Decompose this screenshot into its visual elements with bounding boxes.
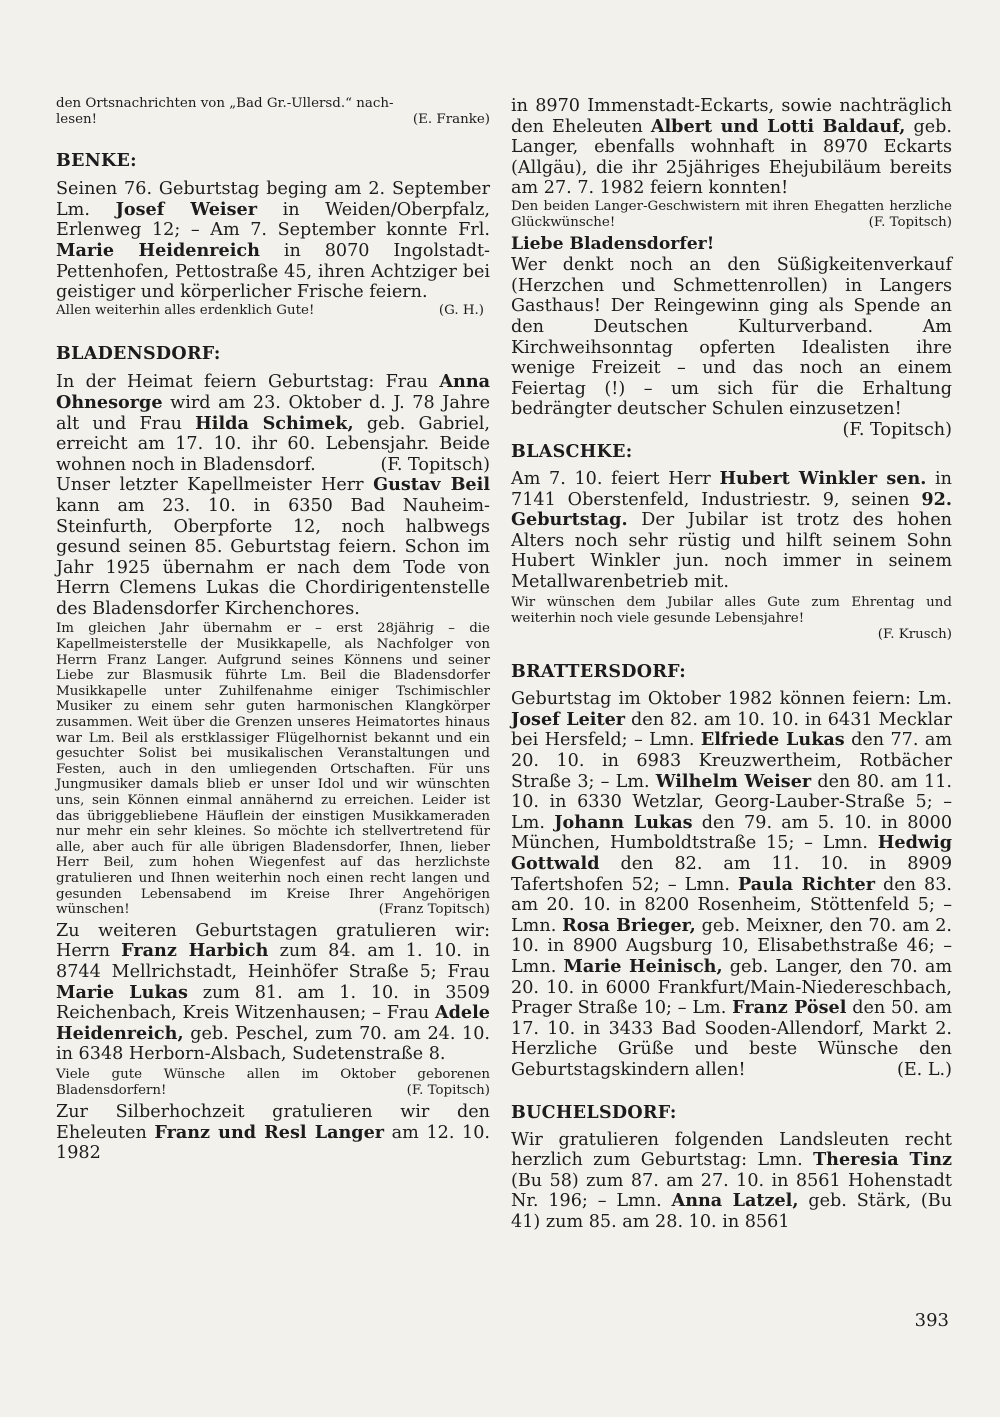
text-run: Unser letzter Kapellmeister Herr — [56, 475, 364, 496]
signature: (F. Topitsch) — [842, 419, 952, 440]
text-run: den 79. am 5. 10. in 8000 München, Humboldtstraße 15; – Lmn. — [511, 812, 953, 854]
text-run: in 7141 Oberstenfeld, Industriestr. 9, seinen — [511, 468, 953, 510]
name-bold: Albert und Lotti Baldauf, — [650, 115, 906, 137]
text-run: Geburtstag im Oktober 1982 können feiern: Lm. — [511, 689, 952, 710]
name-bold: Josef Weiser — [115, 198, 257, 220]
text-run: Im gleichen Jahr übernahm er – erst 28jährig – die Kapellmeisterstelle der Musikkapelle, als Nachfolger von Herrn Franz Langer. Aufgrund seines Könnens und seiner Liebe zur Blasmusik führte Lm. Beil die Bladensdorfer Musikkapelle unter Zuhilfenahme einiger Tschimischler Musiker zu einem sehr guten harmonischen Klangkörper zusammen. Weit über die Grenzen unseres Heimatortes hinaus war Lm. Beil als erstklassiger Flügelhornist bekannt und ein gesuchter Solist bei musikalischen Veranstaltungen und Festen, auch in den umliegenden Ortschaften. Für uns Jungmusiker damals blieb er unser Idol und wir wünschten uns, sein Können einmal annähernd zu erreichen. Leider ist das übriggebliebene Häuflein der einstigen Musikkameraden nur mehr ein sehr kleines. So möchte ich stellvertretend für alle, aber auch für alle übrigen Bladensdorfer, Ihnen, lieber Herr Beil, zum hohen Wiegenfest auf das herzlichste gratulieren und Ihnen weiterhin noch einen recht langen und gesunden Lebensabend im Kreise Ihrer Angehörigen wünschen! — [56, 621, 490, 918]
text-run: geb. Peschel, zum 70. am 24. 10. in 6348 Herborn-Alsbach, Sudetenstraße 8. — [56, 1023, 490, 1065]
right-column — [511, 96, 952, 1233]
intro-line: den Ortsnachrichten von „Bad Gr.-Ullersd.“ nach- — [56, 96, 394, 111]
signature: (F. Topitsch) — [380, 454, 490, 475]
text-run: geb. Gabriel, erreicht am 17. 10. ihr 60. Lebensjahr. Beide wohnen noch in Bladensdorf. — [56, 413, 491, 475]
page-number: 393 — [914, 1310, 949, 1331]
intro-note — [56, 96, 490, 127]
text-run: geb. Stärk, (Bu 41) zum 85. am 28. 10. in 8561 — [511, 1191, 953, 1232]
signature: (G. H.) — [438, 302, 484, 318]
name-bold: Paula Richter — [737, 873, 875, 895]
signature: (E. L.) — [896, 1059, 952, 1080]
brattersdorf-text — [511, 689, 952, 1080]
name-bold: 92. Geburtstag. — [511, 488, 953, 531]
signature: (F. Krusch) — [877, 626, 952, 642]
text-run: den 77. am 20. 10. in 6983 Kreuzwertheim, Rotbächer Straße 3; – Lm. — [511, 730, 953, 792]
left-column — [56, 96, 490, 1164]
text-run: wird am 23. Oktober d. J. 78 Jahre alt und Frau — [56, 392, 490, 434]
bladensdorf-p4 — [56, 921, 490, 1065]
signature: (F. Topitsch) — [868, 214, 952, 230]
text-run: den 50. am 17. 10. in 3433 Bad Sooden-Allendorf, Markt 2. Herzliche Grüße und beste Wünsche den Geburtstagskindern allen! — [511, 998, 952, 1080]
signature: (Franz Topitsch) — [378, 902, 490, 918]
text-run: den 82. am 11. 10. in 8909 Tafertshofen 52; – Lmn. — [511, 854, 953, 895]
name-bold: Rosa Brieger, — [562, 914, 696, 936]
name-bold: Adele Heidenreich, — [56, 1002, 490, 1044]
name-bold: Marie Lukas — [56, 981, 188, 1003]
heading-benke: BENKE: — [56, 151, 137, 172]
heading-buchelsdorf: BUCHELSDORF: — [511, 1102, 677, 1123]
name-bold: Hedwig Gottwald — [511, 832, 952, 874]
name-bold: Hubert Winkler sen. — [719, 467, 927, 489]
name-bold: Franz Pösel — [732, 997, 847, 1019]
buchelsdorf-text — [511, 1130, 952, 1233]
text-run: Zu weiteren Geburtstagen gratulieren wir: Herrn — [56, 920, 490, 962]
liebe-title: Liebe Bladensdorfer! — [511, 234, 715, 255]
text-run: Viele gute Wünsche allen im Oktober geborenen Bladensdorfern! — [56, 1066, 490, 1098]
text-run: geb. Meixner, den 70. am 2. 10. in 8900 Augsburg 10, Elisabethstraße 46; – Lmn. — [511, 915, 952, 977]
text-run: Den beiden Langer-Geschwistern mit ihren Ehegatten herzliche Glückwünsche! — [511, 198, 952, 230]
text-run: Wir gratulieren folgenden Landsleuten recht herzlich zum Geburtstag: Lmn. — [511, 1129, 952, 1171]
text-run: geb. Langer, den 70. am 20. 10. in 6000 Frankfurt/Main-Niedereschbach, Prager Straße 10; – Lm. — [511, 956, 953, 1019]
benke-text — [56, 179, 490, 303]
name-bold: Theresia Tinz — [813, 1149, 953, 1171]
name-bold: Josef Leiter — [511, 708, 626, 730]
name-bold: Marie Heinisch, — [563, 955, 723, 977]
continued-wish — [511, 199, 952, 230]
text-run: zum 81. am 1. 10. in 3509 Reichenbach, Kreis Witzenhausen; – Frau — [56, 982, 490, 1024]
name-bold: Franz Harbich — [121, 940, 269, 962]
signature: (E. Franke) — [412, 111, 490, 127]
name-bold: Wilhelm Weiser — [655, 770, 812, 792]
continued-text — [511, 96, 952, 199]
text-run: Am 7. 10. feiert Herr — [511, 468, 711, 489]
name-bold: Gustav Beil — [373, 474, 490, 496]
text-run: Der Jubilar ist trotz des hohen Alters noch sehr rüstig und hilft seinem Sohn Hubert Winkler jun. noch immer in seinem Metallwarenbetrieb mit. — [511, 510, 953, 592]
heading-brattersdorf: BRATTERSDORF: — [511, 662, 687, 683]
bladensdorf-p5 — [56, 1067, 490, 1098]
text-run: geb. Langer, ebenfalls wohnhaft in 8970 Eckarts (Allgäu), die ihr 25jähriges Ehejubiläum bereits am 27. 7. 1982 feiern konnten! — [511, 116, 952, 199]
text-run: Seinen 76. Geburtstag beging am 2. September Lm. — [56, 179, 490, 220]
intro-line: lesen! — [56, 111, 98, 127]
blaschke-wish — [511, 595, 952, 642]
signature: (F. Topitsch) — [406, 1082, 490, 1098]
bladensdorf-p3 — [56, 621, 490, 917]
bladensdorf-p6 — [56, 1102, 490, 1164]
name-bold: Anna Ohnesorge — [56, 371, 491, 413]
text-run: in 8070 Ingolstadt-Pettenhofen, Pettostraße 45, ihren Achtziger bei geistiger und körperlicher Frische feiern. — [56, 240, 491, 303]
name-bold: Anna Latzel, — [671, 1190, 799, 1212]
liebe-text — [511, 255, 952, 440]
text-run: In der Heimat feiern Geburtstag: Frau — [56, 372, 429, 393]
text-run: (Bu 58) zum 87. am 27. 10. in 8561 Hohenstadt Nr. 196; – Lmn. — [511, 1170, 952, 1212]
text-run: zum 84. am 1. 10. in 8744 Mellrichstadt, Heinhöfer Straße 5; Frau — [56, 941, 491, 982]
text-run: den 80. am 11. 10. in 6330 Wetzlar, Georg-Lauber-Straße 5; – Lm. — [511, 771, 953, 833]
text-run: den 82. am 10. 10. in 6431 Mecklar bei Hersfeld; – Lmn. — [511, 709, 952, 751]
name-bold: Marie Heidenreich — [56, 239, 260, 261]
name-bold: Elfriede Lukas — [700, 729, 845, 751]
text-run: Wir wünschen dem Jubilar alles Gute zum Ehrentag und weiterhin noch viele gesunde Lebensjahre! — [511, 595, 952, 627]
text-run: Allen weiterhin alles erdenklich Gute! — [56, 302, 315, 318]
text-run: den 83. am 20. 10. in 8200 Rosenheim, Stöttenfeld 5; – Lmn. — [511, 874, 953, 936]
bladensdorf-p2 — [56, 475, 490, 619]
heading-blaschke: BLASCHKE: — [511, 441, 633, 462]
name-bold: Johann Lukas — [554, 811, 693, 833]
text-run: in Weiden/Oberpfalz, Erlenweg 12; – Am 7. September konnte Frl. — [56, 199, 491, 241]
text-run: in 8970 Immenstadt-Eckarts, sowie nachträglich den Eheleuten — [511, 96, 952, 137]
text-run: Wer denkt noch an den Süßigkeitenverkauf (Herzchen und Schmettenrollen) in Langers Gasthaus! Der Reingewinn ging als Spende an den Deutschen Kulturverband. Am Kirchweihsonntag opferten Idealisten ihre wenige Freizeit – und das noch an einem Feiertag (!) – um sich für die Erhaltung bedrängter deutscher Schulen einzusetzen! — [511, 255, 952, 420]
text-run: Zur Silberhochzeit gratulieren wir den Eheleuten — [56, 1102, 490, 1143]
blaschke-text — [511, 469, 952, 593]
benke-wish — [56, 303, 490, 319]
bladensdorf-p1 — [56, 372, 490, 475]
heading-bladensdorf: BLADENSDORF: — [56, 344, 221, 365]
text-run: kann am 23. 10. in 6350 Bad Nauheim-Steinfurth, Oberpforte 12, noch halbwegs gesund seinen 85. Geburtstag feiern. Schon im Jahr 1925 übernahm er nach dem Tode von Herrn Clemens Lukas die Chordirigentenstelle des Bladensdorfer Kirchenchores. — [56, 495, 490, 619]
name-bold: Franz und Resl Langer — [154, 1121, 385, 1143]
text-run: am 12. 10. 1982 — [56, 1122, 491, 1164]
name-bold: Hilda Schimek, — [195, 412, 354, 434]
